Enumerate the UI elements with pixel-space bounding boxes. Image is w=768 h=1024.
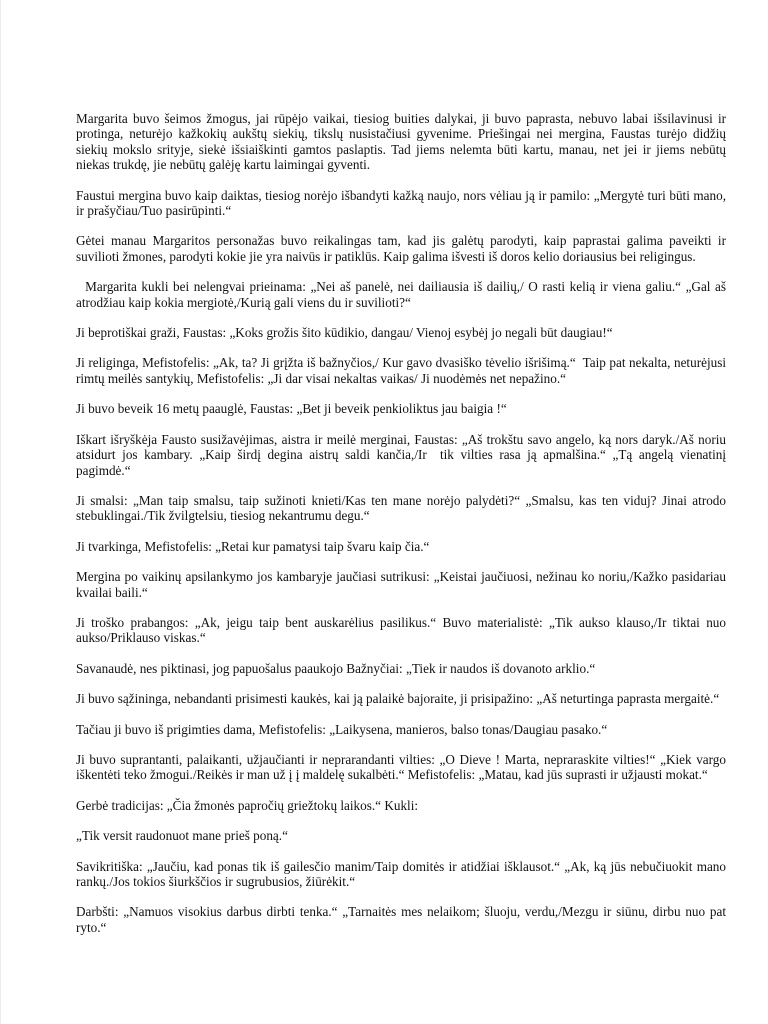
paragraph: Gėtei manau Margaritos personažas buvo reikalingas tam, kad jis galėtų parodyti, kaip paprastai galima paveikti ir suvilioti žmones, parodyti kokie jie yra naivūs ir patiklūs. Kaip galima išvesti iš doros kelio doriausius bei religingus.: [76, 233, 730, 264]
paragraph: Savikritiška: „Jaučiu, kad ponas tik iš gailesčio manim/Taip domitės ir atidžiai išklausot.“ „Ak, ką jūs nebučiuokit mano rankų./Jos tokios šiurkščios ir sugrubusios, žiūrėkit.“: [76, 858, 730, 889]
paragraph: Darbšti: „Namuos visokius darbus dirbti tenka.“ „Tarnaitės mes nelaikom; šluoju, verdu,/Mezgu ir siūnu, dirbu nuo pat ryto.“: [76, 904, 730, 935]
paragraph: Ji buvo sąžininga, nebandanti prisimesti kaukės, kai ją palaikė bajoraite, ji prisipažino: „Aš neturtinga paprasta mergaitė.“: [76, 691, 720, 707]
paragraph: Margarita kukli bei nelengvai prieinama: „Nei aš panelė, nei dailiausia iš dailių,/ O rasti kelią ir viena galiu.“ „Gal aš atrodžiau kaip kokia mergiotė,/Kurią gali viens du ir suvilioti?“: [76, 279, 730, 310]
paragraph: Ji troško prabangos: „Ak, jeigu taip bent auskarėlius pasilikus.“ Buvo materialistė: „Tik aukso klauso,/Ir tiktai nuo aukso/Priklauso viskas.“: [76, 614, 730, 646]
paragraph: Ji beprotiškai graži, Faustas: „Koks grožis šito kūdikio, dangau/ Vienoj esybėj jo negali būt daugiau!“: [76, 325, 613, 341]
paragraph: „Tik versit raudonuot mane prieš poną.“: [76, 828, 288, 844]
paragraph: Gerbė tradicijas: „Čia žmonės papročių griežtokų laikos.“ Kukli:: [76, 797, 419, 813]
paragraph: Margarita buvo šeimos žmogus, jai rūpėjo vaikai, tiesiog buities dalykai, ji buvo paprasta, nebuvo labai išsilavinusi ir protinga, neturėjo kažkokių aukštų siekių, tikslų nusistačiusi gyvenime. Priešingai nei mergina, Faustas turėjo didžių siekių mokslo srityje, siekė išsiaiškinti gamtos paslaptis. Tad jiems nelemta būti kartu, manau, net jei ir jiems nebūtų niekas trukdę, jie nebūtų galėję kartu laimingai gyventi.: [76, 111, 730, 173]
document-body: [76, 111, 730, 950]
paragraph: Ji religinga, Mefistofelis: „Ak, ta? Ji grįžta iš bažnyčios,/ Kur gavo dvasiško tėvelio išrišimą.“ Taip pat nekalta, neturėjusi rimtų meilės santykių, Mefistofelis: „Ji dar visai nekaltas vaikas/ Ji nuodėmės net nepažino.“: [76, 355, 730, 386]
paragraph: Iškart išryškėja Fausto susižavėjimas, aistra ir meilė merginai, Faustas: „Aš trokštu savo angelo, ką nors daryk./Aš noriu atsidurt jos kambary. „Kaip širdį degina aistrų saldi kančia,/Ir tik vilties rasa ją apmalšina.“ „Tą angelą vienatinį pagimdė.“: [76, 431, 730, 478]
paragraph: Ji tvarkinga, Mefistofelis: „Retai kur pamatysi taip švaru kaip čia.“: [76, 538, 430, 554]
paragraph: Ji buvo suprantanti, palaikanti, užjaučianti ir neprarandanti vilties: „O Dieve ! Marta, nepraraskite vilties!“ „Kiek vargo iškentėti teko žmogui./Reikės ir man už į į maldelę sukalbėti.“ Mefistofelis: „Matau, kad jūs suprasti ir užjausti mokat.“: [76, 751, 730, 783]
paragraph: Faustui mergina buvo kaip daiktas, tiesiog norėjo išbandyti kažką naujo, nors vėliau ją ir pamilo: „Mergytė turi būti mano, ir prašyčiau/Tuo pasirūpinti.“: [76, 187, 730, 219]
paragraph: Ji buvo beveik 16 metų paauglė, Faustas: „Bet ji beveik penkioliktus jau baigia !“: [76, 401, 507, 417]
paragraph: Tačiau ji buvo iš prigimties dama, Mefistofelis: „Laikysena, manieros, balso tonas/Daugiau pasako.“: [76, 721, 608, 737]
paragraph: Ji smalsi: „Man taip smalsu, taip sužinoti knieti/Kas ten mane norėjo palydėti?“ „Smalsu, kas ten viduj? Jinai atrodo stebuklingai./Tik žvilgtelsiu, tiesiog nekantrumu degu.“: [76, 492, 730, 524]
paragraph: Savanaudė, nes piktinasi, jog papuošalus paaukojo Bažnyčiai: „Tiek ir naudos iš dovanoto arklio.“: [76, 660, 596, 676]
paragraph: Mergina po vaikinų apsilankymo jos kambaryje jaučiasi sutrikusi: „Keistai jaučiuosi, nežinau ko noriu,/Kažko pasidariau kvailai baili.“: [76, 569, 730, 600]
